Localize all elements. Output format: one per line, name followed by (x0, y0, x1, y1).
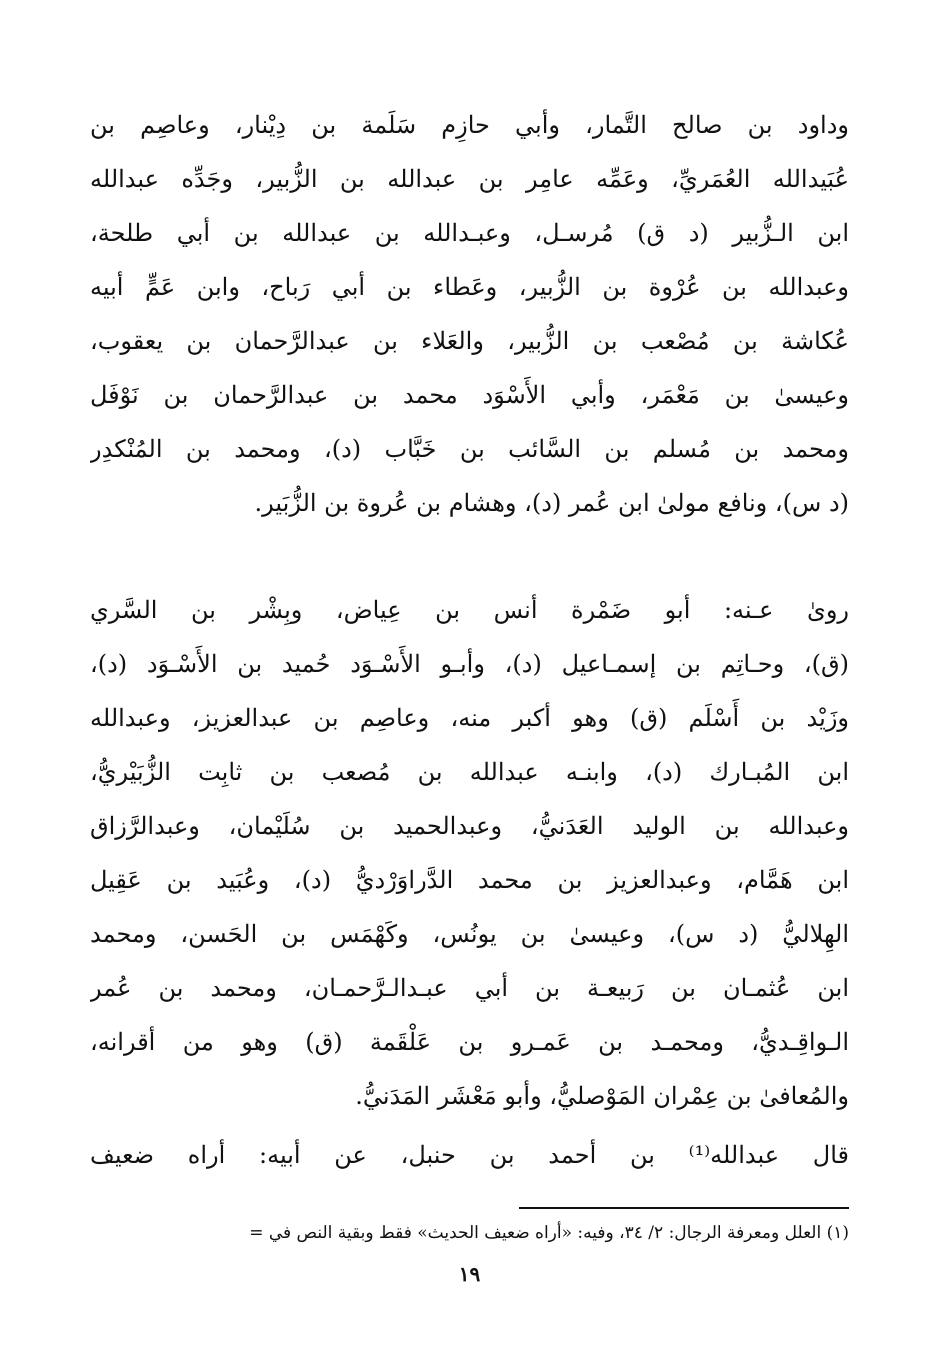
text-line: ابن المُبـارك (د)، وابنـه عبدالله بن مُصعب بن ثابِت الزُّبَيْريُّ، (90, 758, 849, 786)
text-line: وعبدالله بن الوليد العَدَنيُّ، وعبدالحميد بن سُلَيْمان، وعبدالرَّزاق (90, 812, 849, 840)
text-line: عُبَيدالله العُمَريِّ، وعَمِّه عامِر بن عبدالله بن الزُّبير، وجَدِّه عبدالله (90, 165, 849, 193)
text-line: عُكاشة بن مُصْعب بن الزُّبير، والعَلاء بن عبدالرَّحمان بن يعقوب، (90, 327, 849, 355)
text-line: (ق)، وحـاتِم بن إسمـاعيل (د)، وأبـو الأَسْـوَد حُميد بن الأَسْـوَد (د)، (90, 650, 849, 678)
footnote: (١) العلل ومعرفة الرجال: ٢/ ٣٤، وفيه: «أراه ضعيف الحديث» فقط وبقية النص في = (249, 1223, 849, 1243)
paragraph-narrated-by (90, 583, 849, 1123)
text-line: قال عبدالله⁽¹⁾ بن أحمد بن حنبل، عن أبيه: أراه ضعيف (90, 1141, 849, 1169)
text-line: ابن الـزُّبير (د ق) مُرسـل، وعبـدالله بن عبدالله بن أبي طلحة، (90, 219, 849, 247)
text-line: الهِلاليُّ (د س)، وعيسىٰ بن يونُس، وكَهْمَس بن الحَسن، ومحمد (90, 920, 849, 948)
text-line: والمُعافىٰ بن عِمْران المَوْصليُّ، وأبو مَعْشَر المَدَنيُّ. (355, 1082, 849, 1110)
text-line: وزَيْد بن أَسْلَم (ق) وهو أكبر منه، وعاصِم بن عبدالعزيز، وعبدالله (90, 704, 849, 732)
text-line: وعيسىٰ بن مَعْمَر، وأبي الأَسْوَد محمد بن عبدالرَّحمان بن نَوْفَل (90, 381, 849, 409)
text-line: ابن هَمَّام، وعبدالعزيز بن محمد الدَّراوَرْديُّ (د)، وعُبَيد بن عَقِيل (90, 866, 849, 894)
page-number: ١٩ (458, 1262, 481, 1286)
text-line: ومحمد بن مُسلم بن السَّائب بن خَبَّاب (د)، ومحمد بن المُنْكدِر (90, 435, 849, 463)
text-line: روىٰ عـنه: أبو ضَمْرة أنس بن عِياض، وبِشْر بن السَّري (90, 596, 849, 624)
text-line: ابن عُثمـان بن رَبيعـة بن أبي عبـدالـرَّحمـان، ومحمد بن عُمر (90, 974, 849, 1002)
text-line: الـواقِـديُّ، ومحمـد بن عَمـرو بن عَلْقَمة (ق) وهو من أقرانه، (90, 1028, 849, 1056)
paragraph-quote (90, 1128, 849, 1182)
text-line: وداود بن صالح التَّمار، وأبي حازِم سَلَمة بن دِيْنار، وعاصِم بن (90, 111, 849, 139)
footnote-divider (519, 1207, 849, 1209)
paragraph-narrated-from (90, 98, 849, 530)
text-line: (د س)، ونافع مولىٰ ابن عُمر (د)، وهشام بن عُروة بن الزُّبَير. (254, 489, 849, 517)
text-line: وعبدالله بن عُرْوة بن الزُّبير، وعَطاء بن أبي رَباح، وابن عَمٍّ أبيه (90, 273, 849, 301)
